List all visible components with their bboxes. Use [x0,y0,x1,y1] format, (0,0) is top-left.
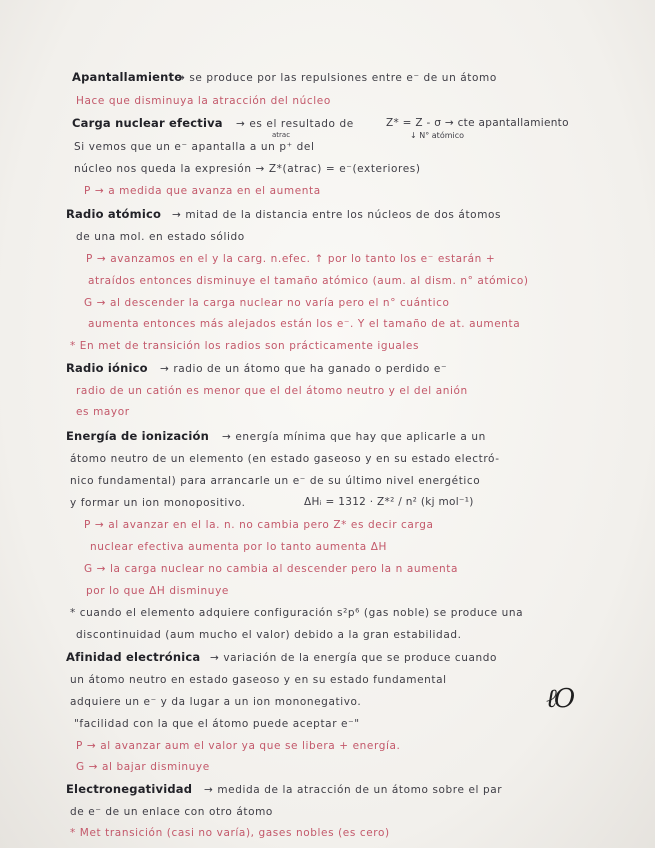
energia-ionizacion-def3: nico fundamental) para arrancarle un e⁻ de su último nivel energético [70,475,481,487]
energia-ionizacion-def2: átomo neutro de un elemento (en estado gaseoso y en su estado electró- [70,453,500,465]
ionization-formula: ΔHᵢ = 1312 · Z*² / n² (kj mol⁻¹) [304,496,474,508]
energia-ionizacion-period-1: P → al avanzar en el la. n. no cambia pero Z* es decir carga [84,519,434,531]
radio-atomico-def2: de una mol. en estado sólido [76,231,245,243]
energia-ionizacion-gas-noble-1: * cuando el elemento adquiere configuración s²p⁶ (gas noble) se produce una [70,607,524,619]
afinidad-quote: "facilidad con la que el átomo puede aceptar e⁻" [74,718,360,730]
apantallamiento-def: → se produce por las repulsiones entre e⁻ de un átomo [176,72,497,84]
carga-nuclear-def: → es el resultado de [236,118,354,130]
radio-atomico-period-2: atraídos entonces disminuye el tamaño atómico (aum. al dism. n° atómico) [88,275,529,287]
heading-electronegatividad: Electronegatividad [66,782,193,796]
radio-ionico-def: → radio de un átomo que ha ganado o perdido e⁻ [160,363,448,375]
heading-radio-atomico: Radio atómico [66,207,162,221]
heading-carga-nuclear: Carga nuclear efectiva [72,116,223,130]
radio-ionico-note-1: radio de un catión es menor que el del átomo neutro y el del anión [76,385,468,397]
heading-energia-ionizacion: Energía de ionización [66,429,209,443]
heading-afinidad-electronica: Afinidad electrónica [66,650,201,664]
energia-ionizacion-group-1: G → la carga nuclear no cambia al descender pero la n aumenta [84,563,459,575]
handwritten-signature: ℓO [546,684,573,714]
afinidad-def2: un átomo neutro en estado gaseoso y en su estado fundamental [70,674,447,686]
heading-apantallamiento: Apantallamiento [72,70,183,84]
radio-ionico-note-2: es mayor [76,406,130,418]
atomic-number-arrow: ↓ N° atómico [410,131,465,140]
radio-atomico-period-1: P → avanzamos en el y la carg. n.efec. ↑ por lo tanto los e⁻ estarán + [86,253,496,265]
energia-ionizacion-def4: y formar un ion monopositivo. [70,497,246,509]
afinidad-period-note: P → al avanzar aum el valor ya que se libera + energía. [76,740,401,752]
energia-ionizacion-group-2: por lo que ΔH disminuye [86,585,229,597]
afinidad-def3: adquiere un e⁻ y da lugar a un ion mononegativo. [70,696,362,708]
heading-radio-ionico: Radio iónico [66,361,148,375]
afinidad-def: → variación de la energía que se produce cuando [210,652,498,664]
small-atrac-label: atrac [272,131,291,139]
electronegatividad-note: * Met transición (casi no varía), gases nobles (es cero) [70,827,390,839]
carga-nuclear-line2: Si vemos que un e⁻ apantalla a un p⁺ del [74,141,315,153]
energia-ionizacion-gas-noble-2: discontinuidad (aum mucho el valor) debido a la gran estabilidad. [76,629,462,641]
carga-nuclear-formula: Z* = Z - σ → cte apantallamiento [386,117,569,129]
electronegatividad-def2: de e⁻ de un enlace con otro átomo [70,806,273,818]
carga-nuclear-period-note: P → a medida que avanza en el aumenta [84,185,321,197]
radio-atomico-def: → mitad de la distancia entre los núcleos de dos átomos [172,209,502,221]
electronegatividad-def: → medida de la atracción de un átomo sobre el par [204,784,503,796]
carga-nuclear-line3: núcleo nos queda la expresión → Z*(atrac) = e⁻(exteriores) [74,163,421,175]
apantallamiento-note: Hace que disminuya la atracción del núcleo [76,95,331,107]
energia-ionizacion-def: → energía mínima que hay que aplicarle a un [222,431,486,443]
energia-ionizacion-period-2: nuclear efectiva aumenta por lo tanto aumenta ΔH [90,541,387,553]
radio-atomico-group-2: aumenta entonces más alejados están los e⁻. Y el tamaño de at. aumenta [88,318,521,330]
radio-atomico-group-1: G → al descender la carga nuclear no varía pero el n° cuántico [84,297,450,309]
radio-atomico-transition-note: * En met de transición los radios son prácticamente iguales [70,340,420,352]
afinidad-group-note: G → al bajar disminuye [76,761,210,773]
